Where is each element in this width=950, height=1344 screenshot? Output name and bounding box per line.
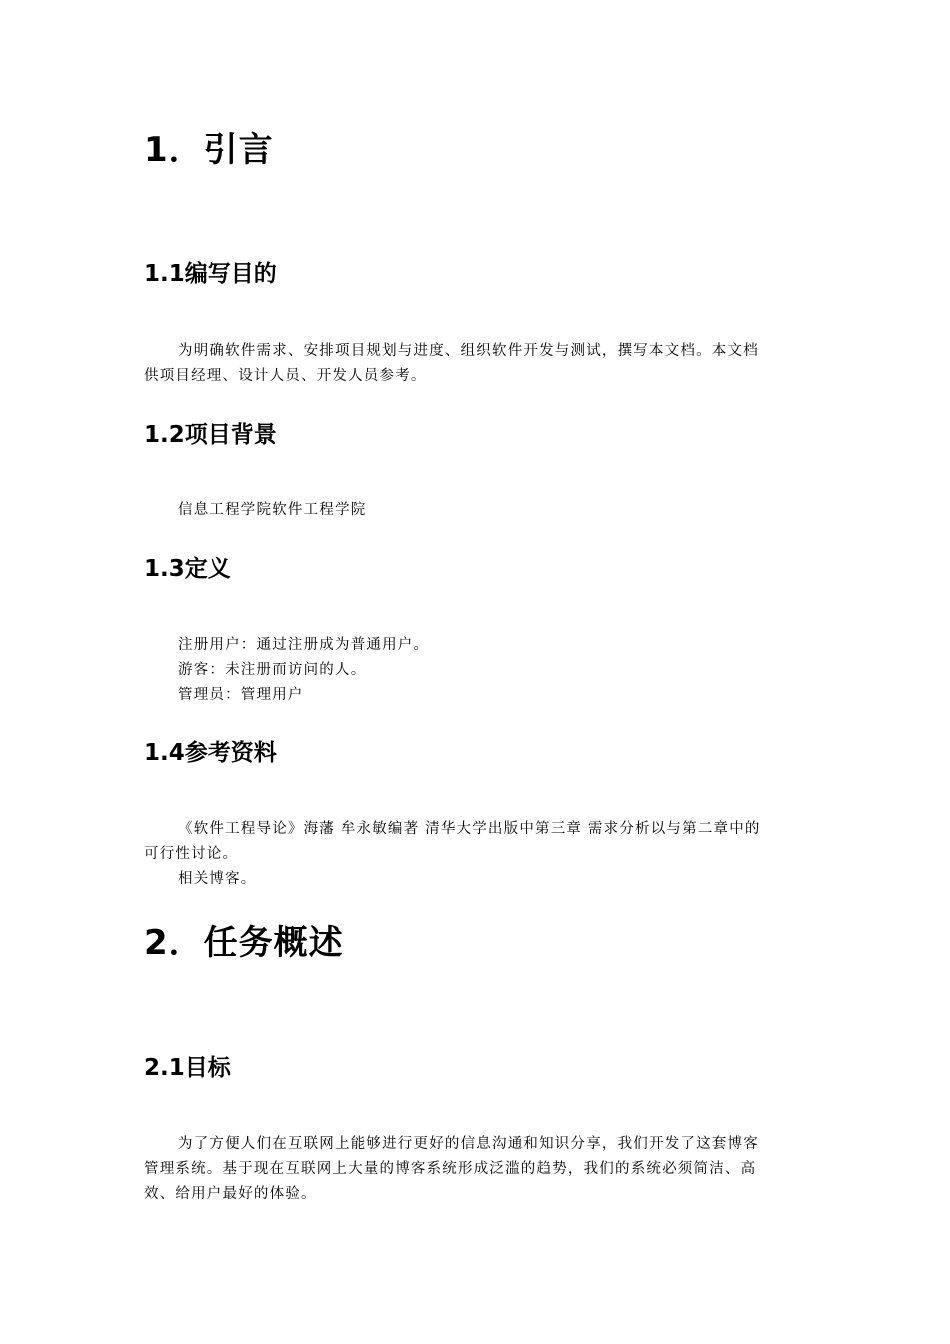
definition-item: 注册用户：通过注册成为普通用户。 xyxy=(178,637,430,653)
heading-task-overview: 2．任务概述 xyxy=(144,923,344,963)
paragraph-background xyxy=(144,498,808,523)
definition-item: 游客：未注册而访问的人。 xyxy=(178,662,367,678)
heading-purpose: 1.1编写目的 xyxy=(144,261,277,287)
heading-definitions: 1.3定义 xyxy=(144,556,231,582)
text-line: 管理系统。基于现在互联网上大量的博客系统形成泛滥的趋势，我们的系统必须简洁、高 xyxy=(144,1161,757,1177)
heading-references: 1.4参考资料 xyxy=(144,740,277,766)
definition-item: 管理员：管理用户 xyxy=(178,687,304,703)
text-line: 为明确软件需求、安排项目规划与进度、组织软件开发与测试，撰写本文档。本文档 xyxy=(178,343,759,359)
text-line: 相关博客。 xyxy=(178,871,257,887)
heading-background: 1.2项目背景 xyxy=(144,422,277,448)
paragraph-goals xyxy=(144,1132,808,1207)
text-line: 供项目经理、设计人员、开发人员参考。 xyxy=(144,368,427,384)
text-line: 效、给用户最好的体验。 xyxy=(144,1186,317,1202)
paragraph-references xyxy=(144,817,808,892)
text-line: 《软件工程导论》海藩 牟永敏编著 清华大学出版中第三章 需求分析以与第二章中的 xyxy=(178,821,761,837)
text-line: 可行性讨论。 xyxy=(144,846,239,862)
text-line: 为了方便人们在互联网上能够进行更好的信息沟通和知识分享，我们开发了这套博客 xyxy=(178,1136,759,1152)
heading-introduction: 1．引言 xyxy=(144,130,274,170)
text-line: 信息工程学院软件工程学院 xyxy=(178,502,367,518)
heading-goals: 2.1目标 xyxy=(144,1055,231,1081)
paragraph-purpose xyxy=(144,339,808,389)
paragraph-definitions xyxy=(144,633,808,708)
